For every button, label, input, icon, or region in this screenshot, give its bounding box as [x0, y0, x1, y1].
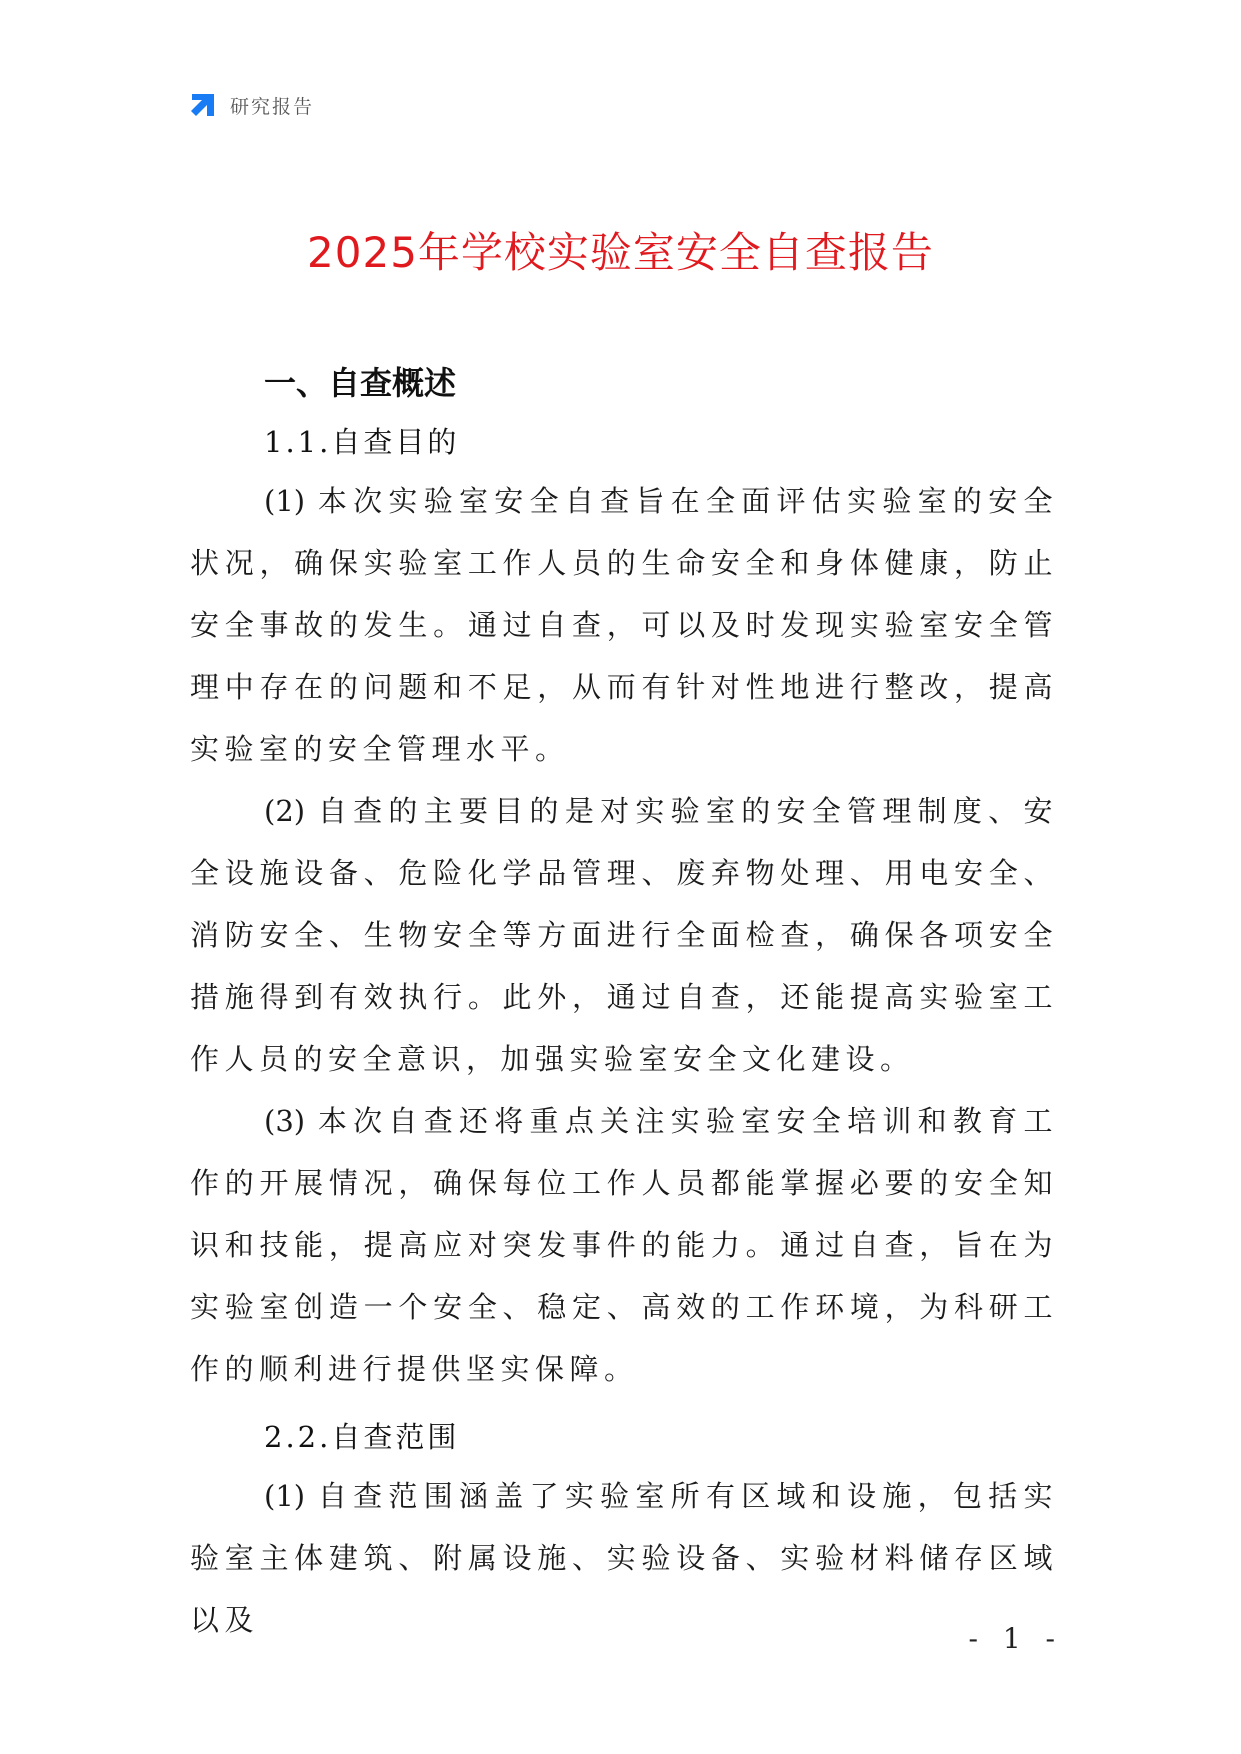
paragraph-number: (3): [264, 1104, 306, 1138]
paragraph: [190, 1090, 1058, 1400]
paragraph: [190, 780, 1058, 1090]
paragraph: [190, 1465, 1058, 1651]
paragraph-text: 自查范围涵盖了实验室所有区域和设施，包括实验室主体建筑、附属设施、实验设备、实验材料储存区域以及: [190, 1479, 1058, 1637]
report-header: [188, 88, 314, 122]
arrow-up-right-icon: [188, 90, 218, 120]
document-title: 2025年学校实验室安全自查报告: [307, 228, 934, 277]
paragraph-text: 本次实验室安全自查旨在全面评估实验室的安全状况，确保实验室工作人员的生命安全和身体健康，防止安全事故的发生。通过自查，可以及时发现实验室安全管理中存在的问题和不足，从而有针对性地进行整改，提高实验室的安全管理水平。: [190, 484, 1058, 766]
page-number: - 1 -: [968, 1622, 1063, 1655]
paragraph-number: (1): [264, 1479, 306, 1513]
paragraph-number: (2): [264, 794, 306, 828]
subsection-heading-scope: 2.2.自查范围: [264, 1420, 460, 1454]
paragraph: [190, 470, 1058, 780]
paragraph-text: 自查的主要目的是对实验室的安全管理制度、安全设施设备、危险化学品管理、废弃物处理、用电安全、消防安全、生物安全等方面进行全面检查，确保各项安全措施得到有效执行。此外，通过自查，还能提高实验室工作人员的安全意识，加强实验室安全文化建设。: [190, 794, 1058, 1076]
section-heading: 一、自查概述: [264, 364, 457, 402]
paragraph-number: (1): [264, 484, 306, 518]
subsection-heading-purpose: 1.1.自查目的: [264, 425, 460, 459]
header-label: 研究报告: [230, 95, 315, 118]
paragraph-text: 本次自查还将重点关注实验室安全培训和教育工作的开展情况，确保每位工作人员都能掌握必要的安全知识和技能，提高应对突发事件的能力。通过自查，旨在为实验室创造一个安全、稳定、高效的工作环境，为科研工作的顺利进行提供坚实保障。: [190, 1104, 1058, 1386]
